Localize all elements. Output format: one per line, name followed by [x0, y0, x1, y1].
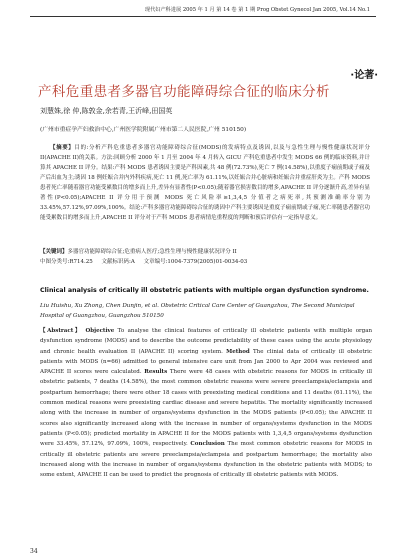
document-code: 文献标识码:A	[101, 259, 135, 265]
article-title-cn: 产科危重患者多器官功能障碍综合征的临床分析	[38, 84, 330, 100]
page-number: 34	[30, 548, 38, 555]
conclusion-text: The most common obstetric reasons for MODS in critically ill obstetric patients are severe preeclampsia/eclampsia and postpartum hemorrhage; the mortality also increased along with the increase in number of organs/systems dysfunction in the obstetric patients with MODS; to some extent, APACHE II can be used to predict the prognosis of critically ill obstetric patients with MODS.	[40, 441, 373, 479]
keywords-cn-label: 【关键词】	[40, 249, 68, 255]
keywords-cn-text: 多器官功能障碍综合征;危重病人医疗;急性生理与慢性健康状况评分 II	[67, 249, 237, 255]
article-meta-cn	[40, 257, 370, 265]
abstract-cn-text: 目的:分析产科危重患者多器官功能障碍综合征(MODS)的发病特点及诱因,以及与急性生理与慢性健康状况评分 II(APACHE II)的关系。方法:回顾分析 2000 年 1 月至 2004 年 4 月转入 GICU 产科危重患者中发生 MODS 66 例的临床资料,并计算其 APACHE II 评分。结果:产科 MODS 患者诱因主要是产科因素,共 48 例(72.73%),死亡 7 例(14.58%),以重度子痫前期或子痫及产后出血为主;诱因 18 例妊娠合并内外科疾病,死亡 11 例,死亡率为 61.11%,以妊娠合并心脏病和妊娠合并重症肝炎为主。产科 MODS 患者死亡率随着器官功能受累数目的增多而上升,差异有显著性(P<0.05);随着器官损害数目的增多,APACHE II 评分逐渐升高,差异有显著性(P<0.05);APACHE II 评分用于预测 MODS 死亡风险率≥1,3,4,5 分值者之病死率,其预测准确率分别为 33.45%,57.12%,97.09%,100%。结论:产科多器官功能障碍综合征的诱因中产科主要诱因是重度子痫前期或子痫,死亡率随患者器官功能受累数目的增多而上升,APACHE II 评分对于产科 MODS 患者病情危重程度的判断和预后评估有一定指导意义。	[40, 145, 370, 222]
results-text: There were 48 cases with obstetric reasons for MODS in critically ill obstetric patients, 7 deaths (14.58%), the most common obstetric reasons were severe preeclampsia/eclampsia and postpartum hemorrhage; there were other 18 cases with preexisting medical conditions and 11 deaths (61.11%), the common medical reasons were preexisting cardiac disease and severe hepatitis. The mortality significantly increased along with the increase in number of organs/systems dysfunction in the MODS patients (P<0.05); the APACHE II scores also significantly increased along with the increase in number of organs/systems dysfunction in the MODS patients (P<0.05); predicted mortality in APACHE II for the MODS patients with 1,3,4,5 organs/systems dysfunction were 33.45%, 57.12%, 97.09%, 100%, respectively.	[40, 369, 372, 448]
abstract-cn	[40, 143, 370, 223]
method-text: The clinial data of critically ill obstetric patients with MODS (n=66) admitted to general intensive care unit from Jan 2000 to Apr 2004 was reviewed and APACHE II scores were calculated.	[40, 348, 373, 376]
article-id: 文章编号:1004-7379(2005)01-0034-03	[143, 259, 248, 265]
affiliation-cn: (广州市重症孕产妇救治中心,广州医学院附属广州市第二人民医院,广州 510150)	[40, 127, 247, 133]
conclusion-label: Conclusion	[190, 441, 225, 448]
abstract-en-label: 【Abstract】	[40, 328, 83, 334]
results-label: Results	[144, 369, 168, 376]
header-rule	[30, 16, 376, 17]
objective-label: Objective	[85, 328, 115, 334]
authors-cn: 刘慧姝,徐 仲,陈敦金,余若青,王沂峰,田国英	[40, 107, 173, 115]
clc-number: 中图分类号:R714.25	[40, 259, 93, 265]
article-title-en: Clinical analysis of critically ill obstetric patients with multiple organ dysfunction syndrome.	[40, 287, 369, 294]
objective-text: To analyse the clinical features of critically ill obstetric patients with multiple organ dysfunction syndrome (MODS) and to describe the outcome predictability of these cases using the acute physiology and chronic health evaluation II (APACHE II) scoring system.	[40, 328, 373, 355]
abstract-cn-label: 【摘要】	[50, 145, 75, 151]
section-tag: ·论著·	[350, 70, 378, 81]
method-label: Method	[226, 348, 250, 355]
running-head: 现代妇产科进展 2005 年 1 月 第 14 卷 第 1 期 Prog Obstet Gynecol Jan 2005, Vol.14 No.1	[144, 7, 370, 13]
authors-affiliation-en: Liu Huishu, Xu Zhong, Chen Dunjin, et al. Obstetric Critical Care Center of Guangzhou, The Second Municipal Hospital of Guangzhou, Guangzhou 510150	[40, 303, 355, 319]
abstract-en	[40, 326, 372, 480]
keywords-cn	[40, 247, 370, 257]
